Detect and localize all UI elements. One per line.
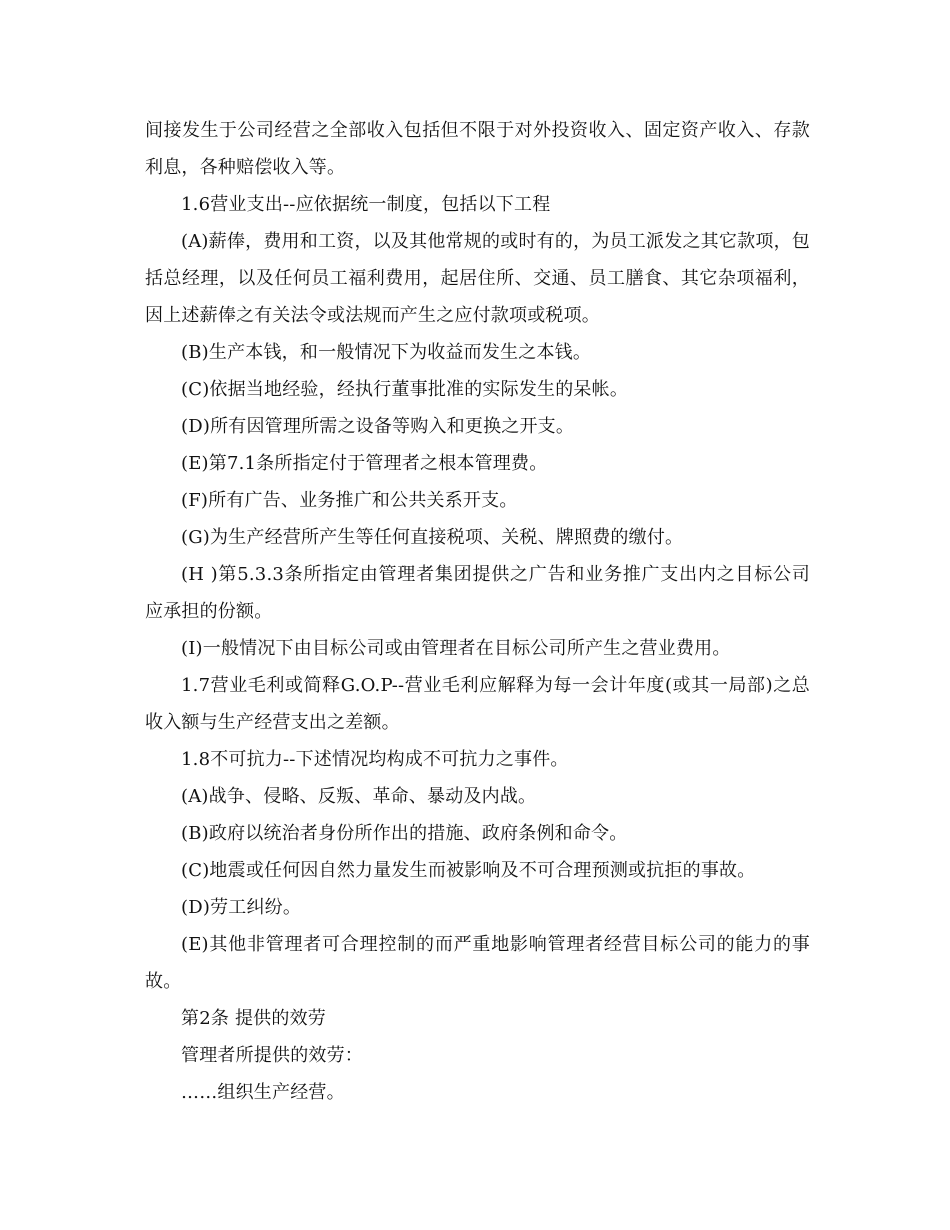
- paragraph-1-8-a: (A)战争、侵略、反叛、革命、暴动及内战。: [181, 786, 537, 807]
- paragraph-1-8-d: (D)劳工纠纷。: [181, 897, 302, 918]
- paragraph-1-6-e: (E)第7.1条所指定付于管理者之根本管理费。: [181, 453, 548, 474]
- paragraph-1-6-a: (A)薪俸，费用和工资，以及其他常规的或时有的，为员工派发之其它款项，包括总经理，以及任何员工福利费用，起居住所、交通、员工膳食、其它杂项福利，因上述薪俸之有关法令或法规而产生之应付款项或税项。: [145, 231, 810, 326]
- paragraph-1-8-e: (E)其他非管理者可合理控制的而严重地影响管理者经营目标公司的能力的事故。: [145, 934, 810, 992]
- paragraph-1-6-f: (F)所有广告、业务推广和公共关系开支。: [181, 490, 518, 511]
- paragraph-services-intro: 管理者所提供的效劳：: [181, 1045, 363, 1066]
- document-body: [145, 112, 810, 1111]
- paragraph-1-6-h: (H )第5.3.3条所指定由管理者集团提供之广告和业务推广支出内之目标公司应承担的份额。: [145, 564, 810, 622]
- paragraph-1-6-g: (G)为生产经营所产生等任何直接税项、关税、牌照费的缴付。: [181, 527, 684, 548]
- paragraph-1-6-d: (D)所有因管理所需之设备等购入和更换之开支。: [181, 416, 575, 437]
- paragraph-organize-production: ……组织生产经营。: [181, 1082, 345, 1103]
- paragraph-1-8-force-majeure: 1.8不可抗力--下述情况均构成不可抗力之事件。: [181, 749, 569, 770]
- paragraph-1-8-b: (B)政府以统治者身份所作出的措施、政府条例和命令。: [181, 823, 628, 844]
- paragraph-1-6-b: (B)生产本钱，和一般情况下为收益而发生之本钱。: [181, 342, 592, 363]
- paragraph-1-8-c: (C)地震或任何因自然力量发生而被影响及不可合理预测或抗拒的事故。: [181, 860, 756, 881]
- paragraph-1-7-gop: 1.7营业毛利或简释G.O.P--营业毛利应解释为每一会计年度(或其一局部)之总收入额与生产经营支出之差额。: [145, 675, 810, 733]
- paragraph-income-continuation: 间接发生于公司经营之全部收入包括但不限于对外投资收入、固定资产收入、存款利息，各种赔偿收入等。: [145, 120, 810, 178]
- paragraph-1-6-operating-expenses: 1.6营业支出--应依据统一制度，包括以下工程: [181, 194, 551, 215]
- paragraph-1-6-c: (C)依据当地经验，经执行董事批准的实际发生的呆帐。: [181, 379, 629, 400]
- paragraph-1-6-i: (I)一般情况下由目标公司或由管理者在目标公司所产生之营业费用。: [181, 638, 731, 659]
- article-2-heading: 第2条 提供的效劳: [181, 1008, 326, 1029]
